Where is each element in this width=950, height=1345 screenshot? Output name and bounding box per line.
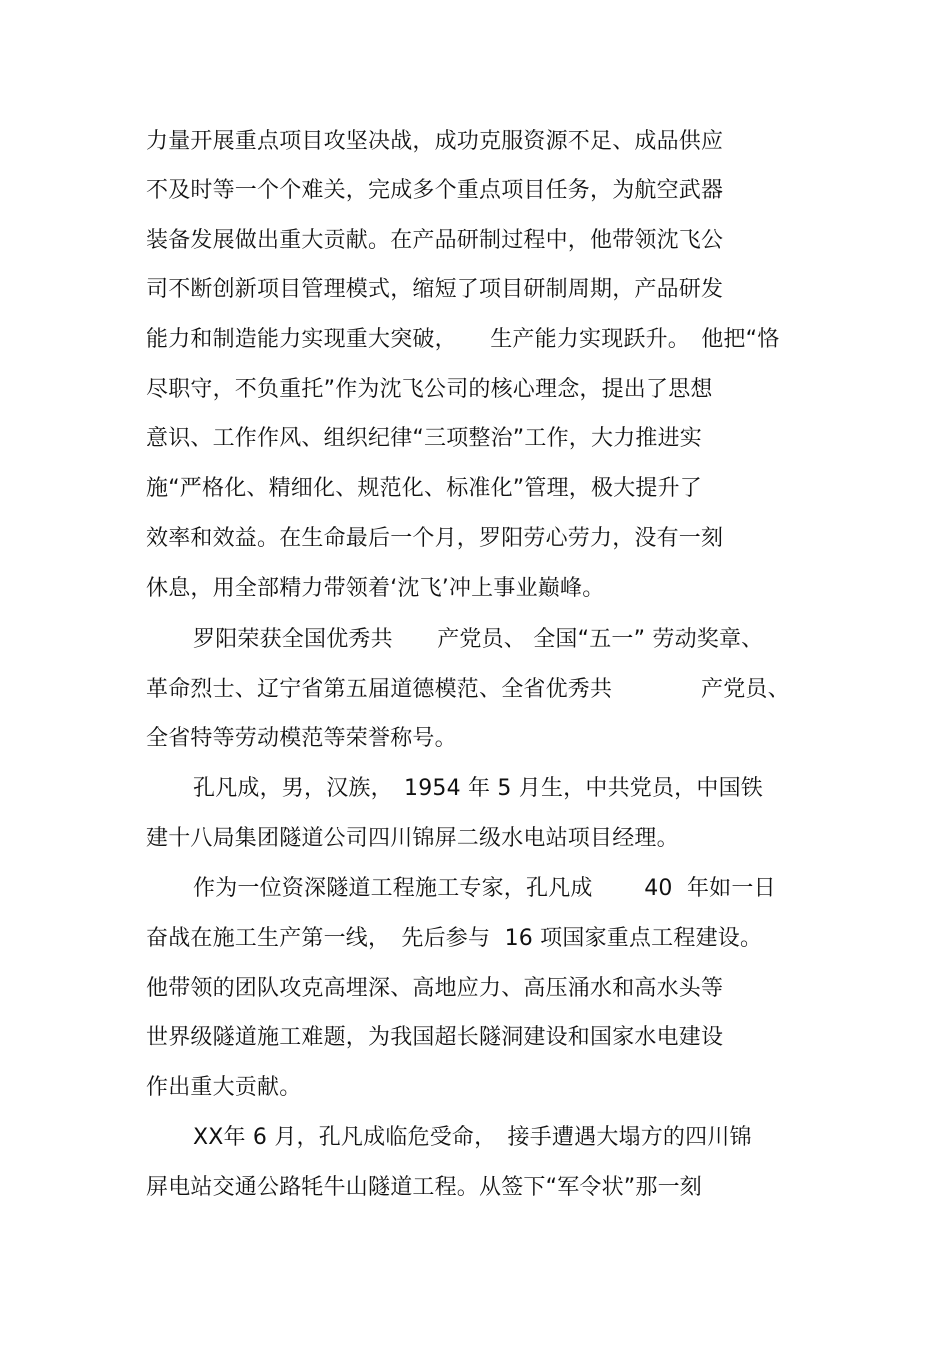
text-line: 奋战在施工生产第一线， 先后参与 16 项国家重点工程建设。 (146, 926, 763, 951)
text-line: 全省特等劳动模范等荣誉称号。 (146, 726, 457, 751)
text-line: 司不断创新项目管理模式，缩短了项目研制周期，产品研发 (146, 277, 724, 302)
paragraph-first-line: XX年 6 月，孔凡成临危受命， 接手遭遇大塌方的四川锦 (193, 1125, 752, 1150)
text-line: 建十八局集团隧道公司四川锦屏二级水电站项目经理。 (146, 826, 679, 851)
paragraph-first-line: 罗阳荣获全国优秀共 产党员、 全国“五一” 劳动奖章、 (193, 627, 764, 652)
text-line: 意识、工作作风、组织纪律“三项整治”工作，大力推进实 (146, 426, 702, 451)
text-line: 力量开展重点项目攻坚决战，成功克服资源不足、成品供应 (146, 129, 724, 154)
paragraph-first-line: 作为一位资深隧道工程施工专家，孔凡成 40 年如一日 (193, 876, 776, 901)
text-line: 他带领的团队攻克高埋深、高地应力、高压涌水和高水头等 (146, 976, 724, 1001)
text-line: 屏电站交通公路牦牛山隧道工程。从签下“军令状”那一刻 (146, 1175, 702, 1200)
text-line: 休息，用全部精力带领着‘沈飞’冲上事业巅峰。 (146, 576, 605, 601)
text-line: 作出重大贡献。 (146, 1075, 302, 1100)
text-line: 不及时等一个个难关，完成多个重点项目任务，为航空武器 (146, 178, 724, 203)
text-line: 能力和制造能力实现重大突破， 生产能力实现跃升。 他把“恪 (146, 327, 780, 352)
paragraph-first-line: 孔凡成，男，汉族， 1954 年 5 月生，中共党员，中国铁 (193, 776, 763, 801)
text-line: 尽职守，不负重托”作为沈飞公司的核心理念，提出了思想 (146, 377, 713, 402)
text-line: 革命烈士、辽宁省第五届道德模范、全省优秀共 产党员、 (146, 677, 790, 702)
text-line: 装备发展做出重大贡献。在产品研制过程中，他带领沈飞公 (146, 228, 724, 253)
text-line: 施“严格化、精细化、规范化、标准化”管理，极大提升了 (146, 476, 702, 501)
text-line: 效率和效益。在生命最后一个月，罗阳劳心劳力，没有一刻 (146, 526, 724, 551)
text-line: 世界级隧道施工难题，为我国超长隧洞建设和国家水电建设 (146, 1025, 724, 1050)
